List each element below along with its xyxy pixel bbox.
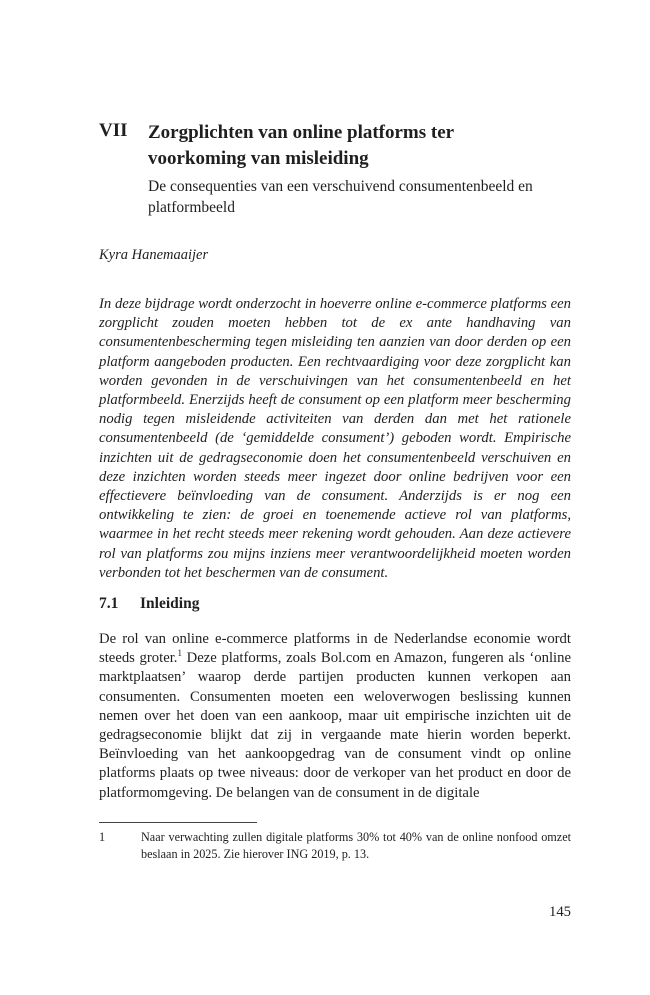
chapter-subtitle: De consequenties van een verschuivend consumentenbeeld en platformbeeld: [148, 178, 533, 216]
footnote-number: 1: [99, 830, 106, 844]
body-text-part1: De rol van online e-commerce platforms in de Nederlandse economie wordt steeds groter.: [99, 631, 571, 667]
body-paragraph: [99, 630, 571, 803]
author-name: Kyra Hanemaaijer: [99, 247, 209, 263]
section-number: 7.1: [99, 595, 119, 612]
footnote-reference[interactable]: 1: [177, 648, 182, 659]
footnote-text: Naar verwachting zullen digitale platforms 30% tot 40% van de online nonfood omzet beslaan in 2025. Zie hierover ING 2019, p. 13.: [141, 830, 571, 861]
abstract-paragraph: In deze bijdrage wordt onderzocht in hoeverre online e-commerce platforms een zorgplicht zouden moeten hebben tot de ex ante handhaving van consumentenbescherming tegen misleiding ten aanzien van door derden op een platform aangeboden producten. Een rechtvaardiging voor deze zorgplicht kan worden gevonden in de verschuivingen van het consumentenbeeld en het platformbeeld. Enerzijds heeft de consument op een platform meer bescherming nodig tegen misleidende activiteiten van derden dan met het rationele consumentenbeeld (de ‘gemiddelde consument’) geboden wordt. Empirische inzichten uit de gedragseconomie doen het consumentenbeeld verschuiven en deze inzichten worden steeds meer ingezet door online bedrijven voor een effectievere beïnvloeding van de consument. Anderzijds is er nog een ontwikkeling te zien: de groei en toenemende actieve rol van platforms, waarmee in het recht steeds meer rekening wordt gehouden. Aan deze actievere rol van platforms zou mijns inziens meer verantwoordelijkheid moeten worden verbonden tot het beschermen van de consument.: [99, 296, 571, 581]
chapter-title: Zorgplichten van online platforms ter voorkoming van misleiding: [148, 122, 454, 169]
body-text-part2: Deze platforms, zoals Bol.com en Amazon, fungeren als ‘online marktplaatsen’ waarop derde partijen producten kunnen verkopen aan consumenten. Consumenten moeten een weloverwogen beslissing kunnen nemen over het doen van een aankoop, maar uit empirische inzichten uit de gedragseconomie blijkt dat zij in vergaande mate hierin worden beperkt. Beïnvloeding van het aankoopgedrag van de consument vindt op online platforms plaats op twee niveaus: door de verkoper van het product en door de platformomgeving. De belangen van de consument in de digitale: [99, 650, 571, 801]
chapter-number: VII: [99, 120, 128, 141]
page-number: 145: [548, 904, 571, 920]
footnote-divider: [99, 822, 257, 823]
section-title: Inleiding: [140, 595, 200, 612]
